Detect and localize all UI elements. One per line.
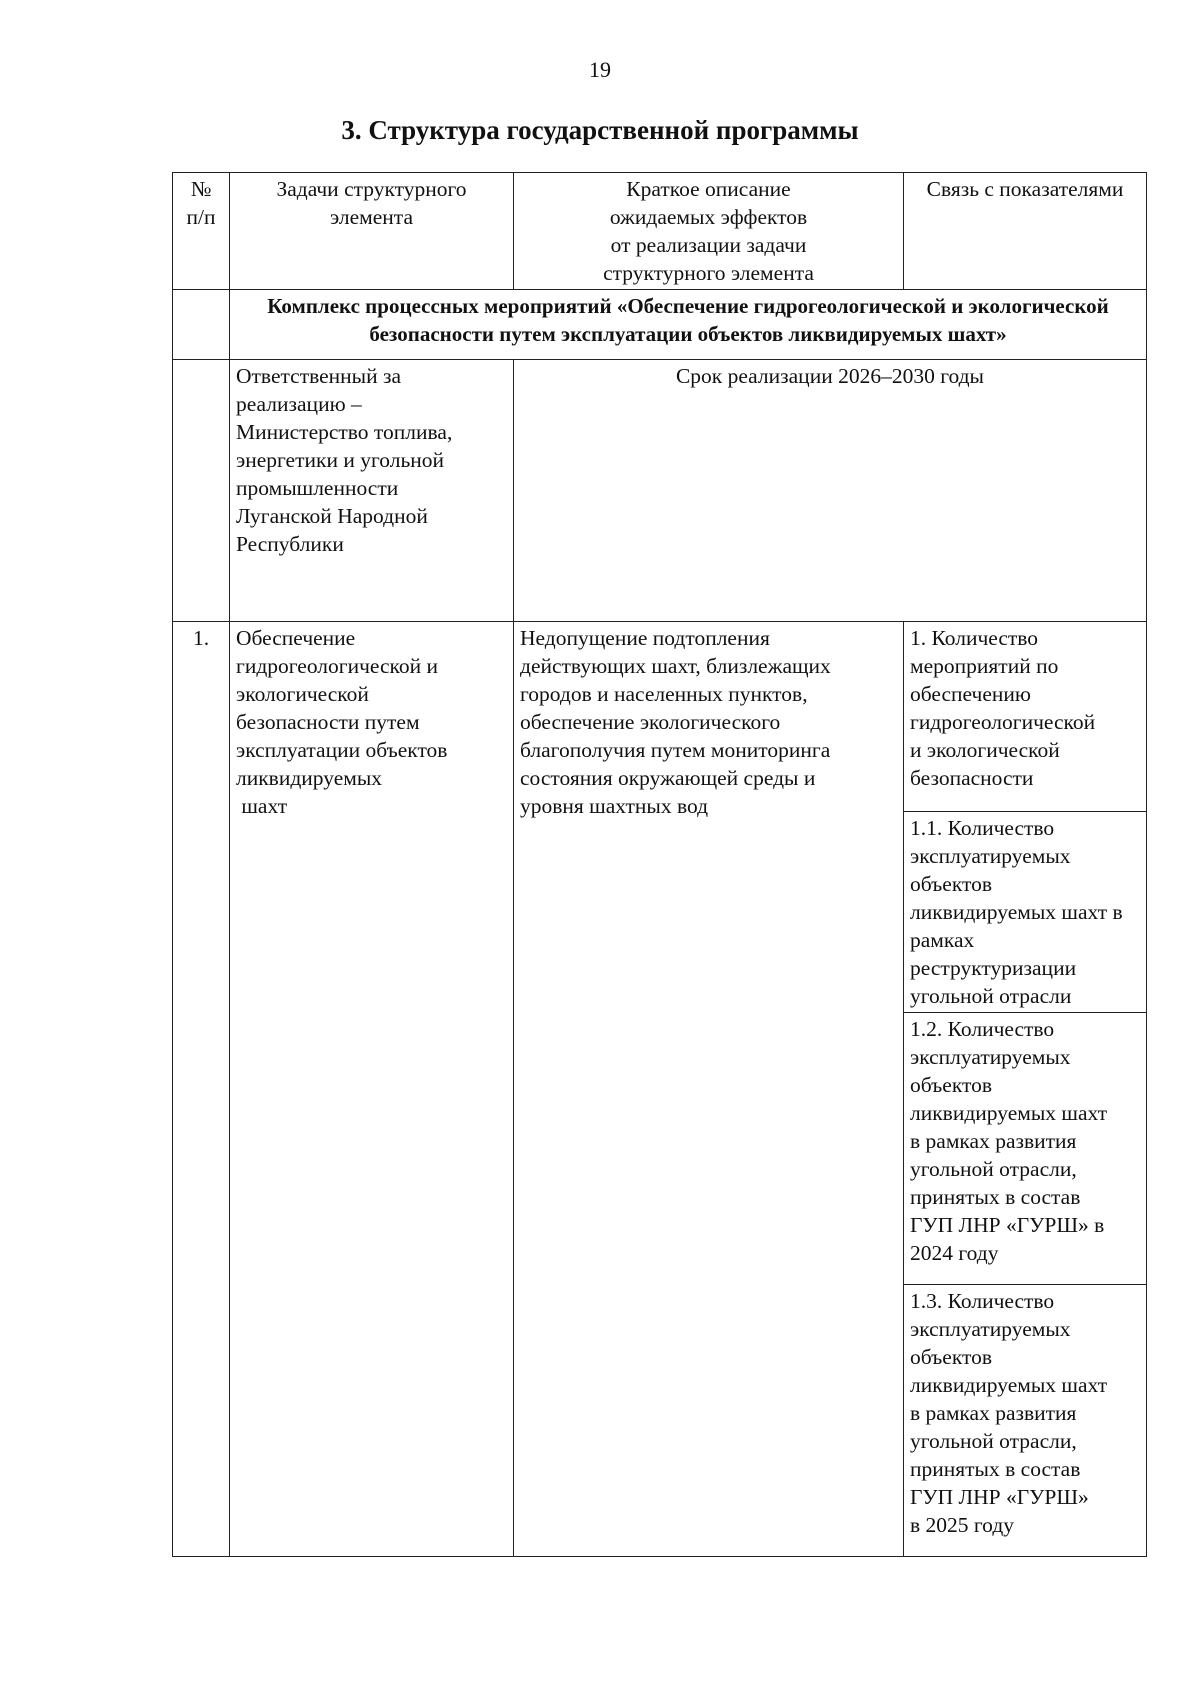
indicator-cell: [904, 812, 1147, 1013]
table-header-row: [173, 173, 1147, 290]
indicator-line: в рамках развития: [910, 1129, 1077, 1153]
responsible-line: энергетики и угольной: [236, 448, 445, 472]
indicator-line: 1.1. Количество: [910, 816, 1055, 840]
table-row: [173, 622, 1147, 812]
task-line: эксплуатации объектов: [236, 738, 448, 762]
indicator-line: обеспечению: [910, 682, 1031, 706]
indicator-line: рамках: [910, 928, 975, 952]
header-effect-line: структурного элемента: [603, 261, 814, 285]
header-effect-line: от реализации задачи: [610, 233, 807, 257]
header-num-line: п/п: [186, 205, 216, 229]
task-line: гидрогеологической и: [236, 654, 439, 678]
effect-line: благополучия путем мониторинга: [520, 738, 831, 762]
effect-line: городов и населенных пунктов,: [520, 682, 808, 706]
responsible-row: [173, 360, 1147, 622]
indicator-line: в 2025 году: [910, 1513, 1015, 1537]
responsible-line: Республики: [236, 532, 344, 556]
indicator-line: эксплуатируемых: [910, 844, 1071, 868]
page-title: 3. Структура государственной программы: [341, 115, 859, 145]
effect-line: действующих шахт, близлежащих: [520, 654, 831, 678]
indicator-line: объектов: [910, 872, 992, 896]
indicator-line: ликвидируемых шахт: [910, 1101, 1108, 1125]
indicator-line: мероприятий по: [910, 654, 1059, 678]
indicator-line: и экологической: [910, 738, 1060, 762]
indicator-line: угольной отрасли,: [910, 1429, 1077, 1453]
indicator-cell: [904, 622, 1147, 812]
header-num-line: №: [190, 177, 212, 201]
indicator-line: объектов: [910, 1073, 992, 1097]
task-line: экологической: [236, 682, 369, 706]
indicator-line: ГУП ЛНР «ГУРШ»: [910, 1485, 1089, 1509]
header-task-line: элемента: [330, 205, 413, 229]
indicator-line: безопасности: [910, 766, 1034, 790]
header-effect: [514, 173, 904, 290]
empty-cell: [173, 290, 230, 360]
task-line: шахт: [236, 794, 288, 818]
indicator-line: ликвидируемых шахт: [910, 1373, 1108, 1397]
structure-table: [172, 172, 1147, 1557]
indicator-line: эксплуатируемых: [910, 1045, 1071, 1069]
effect-line: состояния окружающей среды и: [520, 766, 816, 790]
indicator-line: принятых в состав: [910, 1457, 1081, 1481]
indicator-line: 1.2. Количество: [910, 1017, 1055, 1041]
complex-title: Комплекс процессных мероприятий «Обеспечение гидрогеологической и экологической безопасности путем эксплуатации объектов ликвидируемых шахт»: [230, 290, 1147, 360]
indicator-line: 1. Количество: [910, 626, 1039, 650]
responsible-line: Луганской Народной: [236, 504, 428, 528]
indicator-line: ГУП ЛНР «ГУРШ» в: [910, 1213, 1105, 1237]
indicator-line: в рамках развития: [910, 1401, 1077, 1425]
responsible-line: Министерство топлива,: [236, 420, 453, 444]
header-effect-line: Краткое описание: [626, 177, 791, 201]
row-number: 1.: [173, 622, 230, 1557]
indicator-line: гидрогеологической: [910, 710, 1096, 734]
effect-line: обеспечение экологического: [520, 710, 781, 734]
indicator-line: принятых в состав: [910, 1185, 1081, 1209]
responsible-line: реализацию –: [236, 392, 362, 416]
task-line: безопасности путем: [236, 710, 420, 734]
indicator-line: угольной отрасли: [910, 984, 1072, 1008]
complex-title-row: [173, 290, 1147, 360]
responsible-line: промышленности: [236, 476, 399, 500]
responsible-line: Ответственный за: [236, 364, 402, 388]
page-number: 19: [589, 57, 611, 82]
task-line: ликвидируемых: [236, 766, 383, 790]
header-link: Связь с показателями: [904, 173, 1147, 290]
task-cell: [230, 622, 514, 1557]
header-effect-line: ожидаемых эффектов: [609, 205, 808, 229]
indicator-line: угольной отрасли,: [910, 1157, 1077, 1181]
indicator-line: ликвидируемых шахт в: [910, 900, 1123, 924]
responsible-cell: [230, 360, 514, 622]
indicator-cell: [904, 1285, 1147, 1557]
indicator-line: реструктуризации: [910, 956, 1077, 980]
empty-cell: [173, 360, 230, 622]
indicator-line: 2024 году: [910, 1241, 999, 1265]
header-task-line: Задачи структурного: [276, 177, 467, 201]
header-num: [173, 173, 230, 290]
task-line: Обеспечение: [236, 626, 356, 650]
indicator-cell: [904, 1013, 1147, 1285]
effect-cell: [514, 622, 904, 1557]
effect-line: Недопущение подтопления: [520, 626, 770, 650]
term-cell: Срок реализации 2026–2030 годы: [514, 360, 1147, 622]
indicator-line: 1.3. Количество: [910, 1289, 1055, 1313]
header-task: [230, 173, 514, 290]
indicator-line: эксплуатируемых: [910, 1317, 1071, 1341]
indicator-line: объектов: [910, 1345, 992, 1369]
effect-line: уровня шахтных вод: [520, 794, 709, 818]
